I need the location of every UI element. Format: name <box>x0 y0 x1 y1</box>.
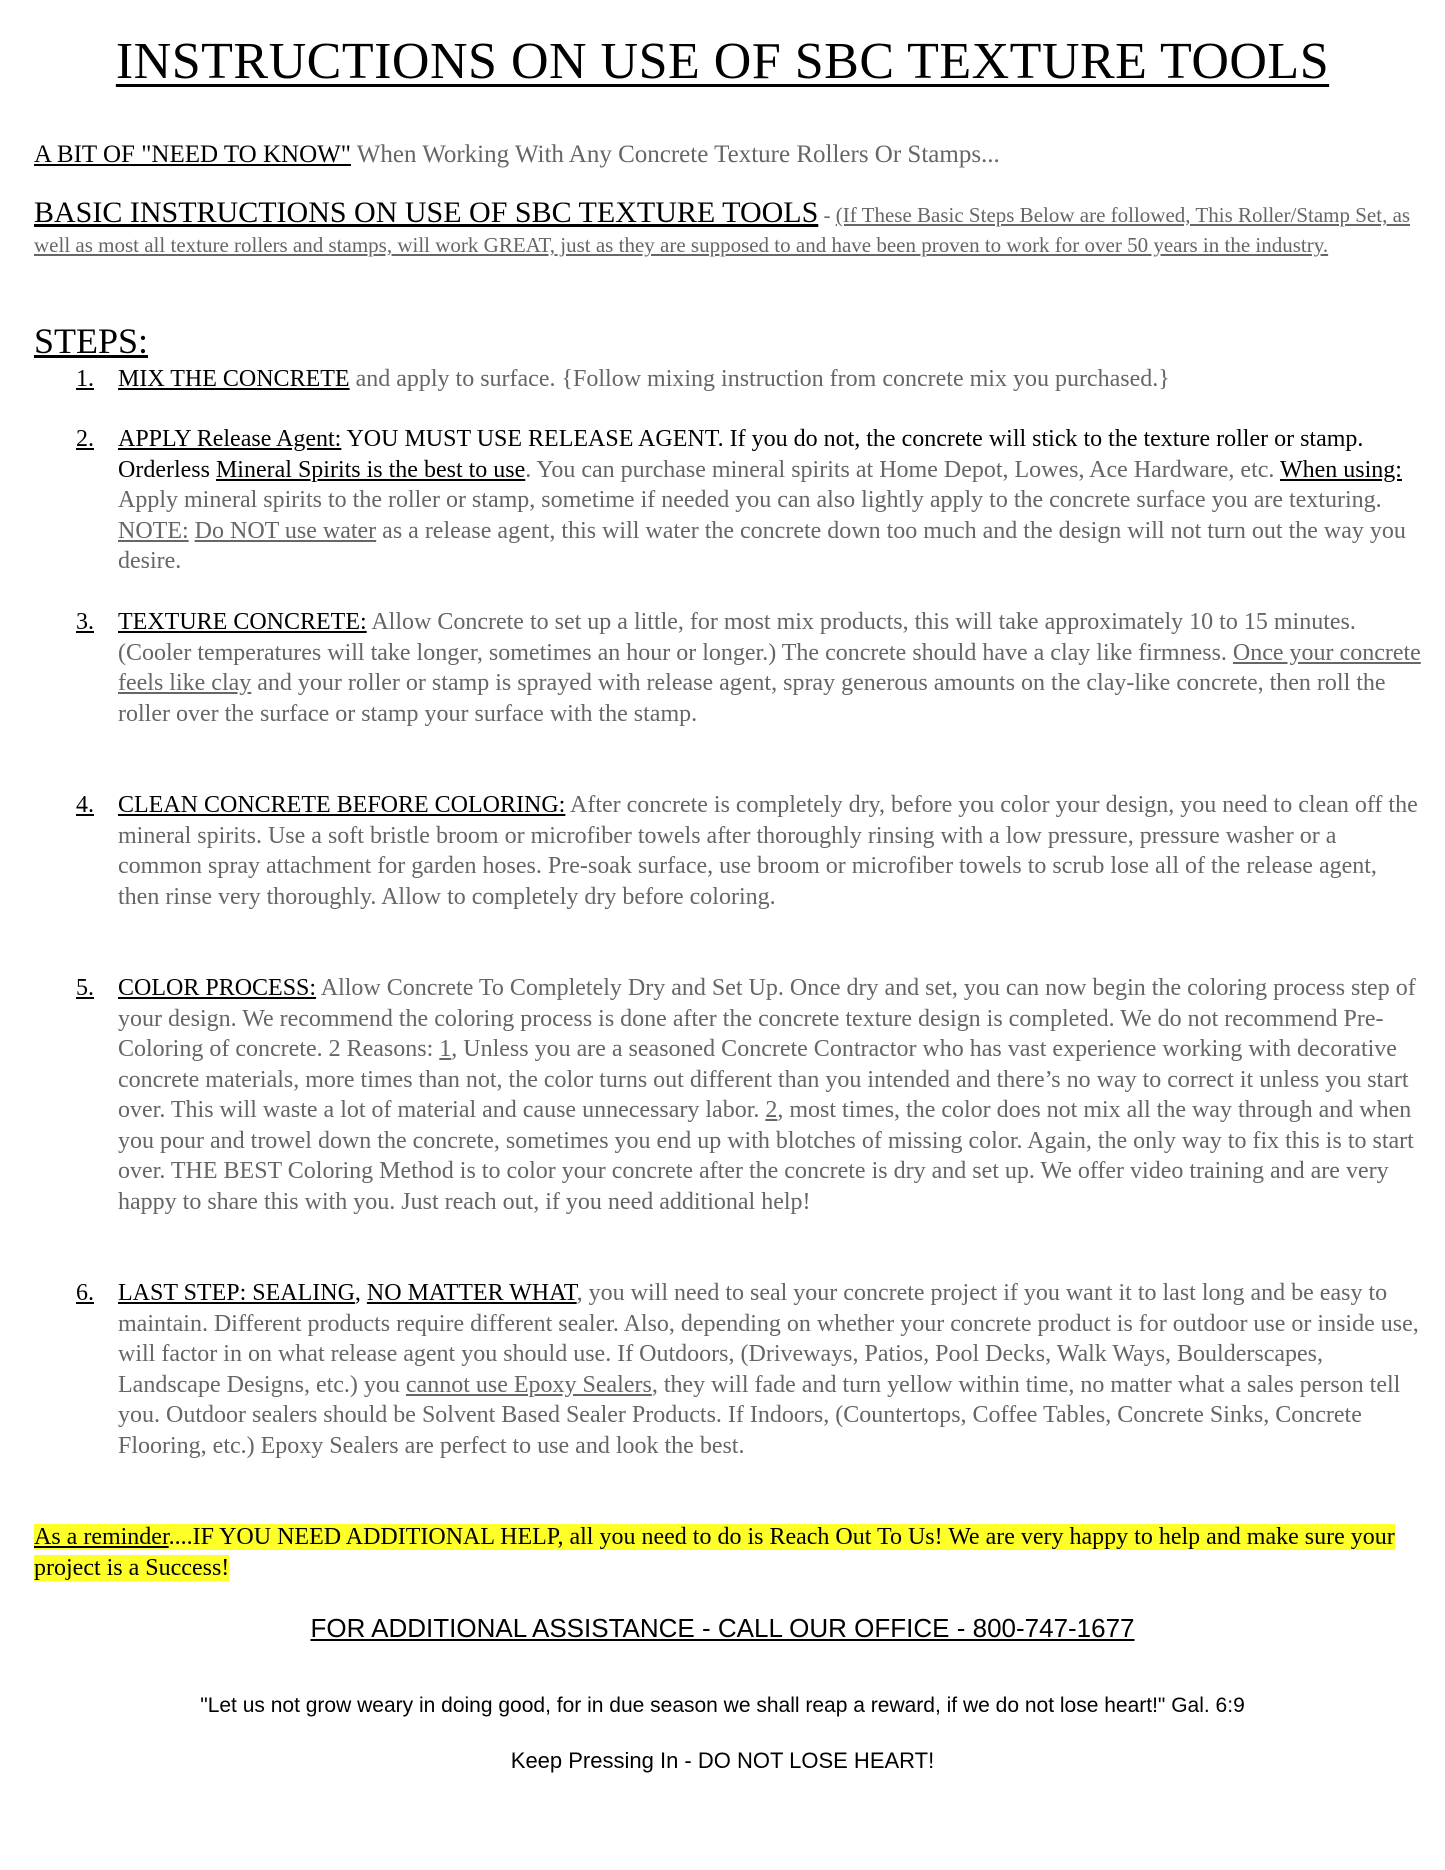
step-emphasis: NOTE: <box>118 517 189 544</box>
step-label: COLOR PROCESS: <box>118 975 317 1001</box>
basic-instructions <box>34 198 1419 260</box>
assistance-phone: FOR ADDITIONAL ASSISTANCE - CALL OUR OFFICE - 800-747-1677 <box>310 1613 1135 1643</box>
step-number: 2. <box>76 426 94 452</box>
step-label: NO MATTER WHAT <box>366 1280 577 1306</box>
step-text: , most times, the color does not mix all the way through and when you pour and trowel down the concrete, sometimes you end up with blotches of missing color. Again, the only way to fix this is to start over. THE BEST Coloring Method is to color your concrete after the concrete is dry and set up. We offer video training and are very happy to share this with you. Just reach out, if you need additional help! <box>118 1097 1414 1215</box>
page-title: INSTRUCTIONS ON USE OF SBC TEXTURE TOOLS <box>115 33 1330 90</box>
step-body <box>118 1278 1421 1461</box>
step-text: Allow Concrete to set up a little, for most mix products, this will take approximately 10 to 15 minutes. (Cooler temperatures will take longer, sometimes an hour or longer.) The concrete should have a clay like firmness. <box>118 609 1356 666</box>
step-body <box>118 424 1421 577</box>
need-to-know-line <box>34 140 1000 170</box>
step-2 <box>76 424 1421 577</box>
step-text: , Unless you are a seasoned Concrete Contractor who has vast experience working with decorative concrete materials, more times than not, the color turns out different than you intended and there’s no way to correct it unless you start over. This will waste a lot of material and cause unnecessary labor. <box>118 1036 1409 1123</box>
step-number: 5. <box>76 975 94 1001</box>
reminder-label: As a reminder <box>34 1524 169 1550</box>
step-label: CLEAN CONCRETE BEFORE COLORING: <box>118 792 566 818</box>
step-text: . You can purchase mineral spirits at Home Depot, Lowes, Ace Hardware, etc. <box>525 456 1280 483</box>
need-to-know-text: When Working With Any Concrete Texture Rollers Or Stamps... <box>350 141 1000 168</box>
basic-instructions-subtitle: (If These Basic Steps Below are followed, This Roller/Stamp Set, as well as most all texture rollers and stamps, will work GREAT, just as they are supposed to and have been proven to work for over 50 years in the industry. <box>34 203 1411 257</box>
step-number: 3. <box>76 609 94 635</box>
step-body <box>118 364 1421 395</box>
reminder-note <box>34 1522 1414 1583</box>
step-text: Apply mineral spirits to the roller or stamp, sometime if needed you can also lightly apply to the concrete surface you are texturing. <box>118 487 1382 513</box>
basic-instructions-dash: - <box>818 203 836 227</box>
step-number: 4. <box>76 792 94 818</box>
steps-heading: STEPS: <box>34 321 149 361</box>
step-emphasis: 1 <box>439 1036 452 1062</box>
step-3 <box>76 607 1421 729</box>
step-label: LAST STEP: SEALING <box>118 1280 355 1306</box>
basic-instructions-heading: BASIC INSTRUCTIONS ON USE OF SBC TEXTURE TOOLS <box>34 196 819 229</box>
step-label: MIX THE CONCRETE <box>118 366 350 392</box>
closing-line: Keep Pressing In - DO NOT LOSE HEART! <box>510 1748 935 1773</box>
step-text: and your roller or stamp is sprayed with release agent, spray generous amounts on the clay-like concrete, then roll the roller over the surface or stamp your surface with the stamp. <box>118 670 1386 727</box>
step-text: YOU MUST USE RELEASE AGENT. If you do not, the concrete will stick to the texture roller or stamp. Orderless <box>118 426 1364 483</box>
step-emphasis: Once your concrete feels like clay <box>118 639 1421 696</box>
step-text: Allow Concrete To Completely Dry and Set Up. Once dry and set, you can now begin the coloring process step of your design. We recommend the coloring process is done after the concrete texture design is completed. We do not recommend Pre-Coloring of concrete. 2 Reasons: <box>118 975 1416 1062</box>
step-number: 6. <box>76 1280 94 1306</box>
step-label: TEXTURE CONCRETE: <box>118 609 367 635</box>
step-text: as a release agent, this will water the concrete down too much and the design will not turn out the way you desire. <box>118 517 1406 574</box>
step-text: , they will fade and turn yellow within time, no matter what a sales person tell you. Outdoor sealers should be Solvent Based Sealer Products. If Indoors, (Countertops, Coffee Tables, Concrete Sinks, Concrete Flooring, etc.) Epoxy Sealers are perfect to use and look the best. <box>118 1371 1401 1459</box>
step-emphasis: Mineral Spirits is the best to use <box>215 456 526 483</box>
step-1 <box>76 364 1421 395</box>
reminder-text: ....IF YOU NEED ADDITIONAL HELP, all you need to do is Reach Out To Us! We are very happy to help and make sure your project is a Success! <box>34 1524 1395 1581</box>
step-emphasis: 2 <box>765 1097 778 1123</box>
step-body <box>118 790 1421 912</box>
need-to-know-heading: A BIT OF "NEED TO KNOW" <box>34 141 351 168</box>
step-emphasis: cannot use Epoxy Sealers <box>405 1371 652 1398</box>
reminder-highlight <box>34 1524 1395 1581</box>
step-text: and apply to surface. {Follow mixing instruction from concrete mix you purchased.} <box>349 366 1170 392</box>
scripture-quote: "Let us not grow weary in doing good, for in due season we shall reap a reward, if we do not lose heart!" Gal. 6:9 <box>200 1694 1245 1717</box>
assistance-line <box>0 1612 1445 1644</box>
step-6 <box>76 1278 1421 1461</box>
step-4 <box>76 790 1421 912</box>
step-text: , you will need to seal your concrete project if you want it to last long and be easy to maintain. Different products require different sealer. Also, depending on whether your concrete product is for outdoor use or inside use, will factor in on what release agent you should use. If Outdoors, (Driveways, Patios, Pool Decks, Walk Ways, Boulderscapes, Landscape Designs, etc.) you <box>118 1280 1419 1398</box>
step-emphasis: Do NOT use water <box>194 517 377 544</box>
step-body <box>118 973 1421 1217</box>
step-number: 1. <box>76 366 94 392</box>
step-text: , <box>354 1280 367 1306</box>
step-body <box>118 607 1421 729</box>
step-label: APPLY Release Agent: <box>118 426 342 452</box>
step-5 <box>76 973 1421 1217</box>
step-emphasis: When using: <box>1279 456 1402 483</box>
step-text: After concrete is completely dry, before you color your design, you need to clean off the mineral spirits. Use a soft bristle broom or microfiber towels after thoroughly rinsing with a low pressure, pressure washer or a common spray attachment for garden hoses. Pre-soak surface, use broom or microfiber towels to scrub lose all of the release agent, then rinse very thoroughly. Allow to completely dry before coloring. <box>118 792 1418 910</box>
